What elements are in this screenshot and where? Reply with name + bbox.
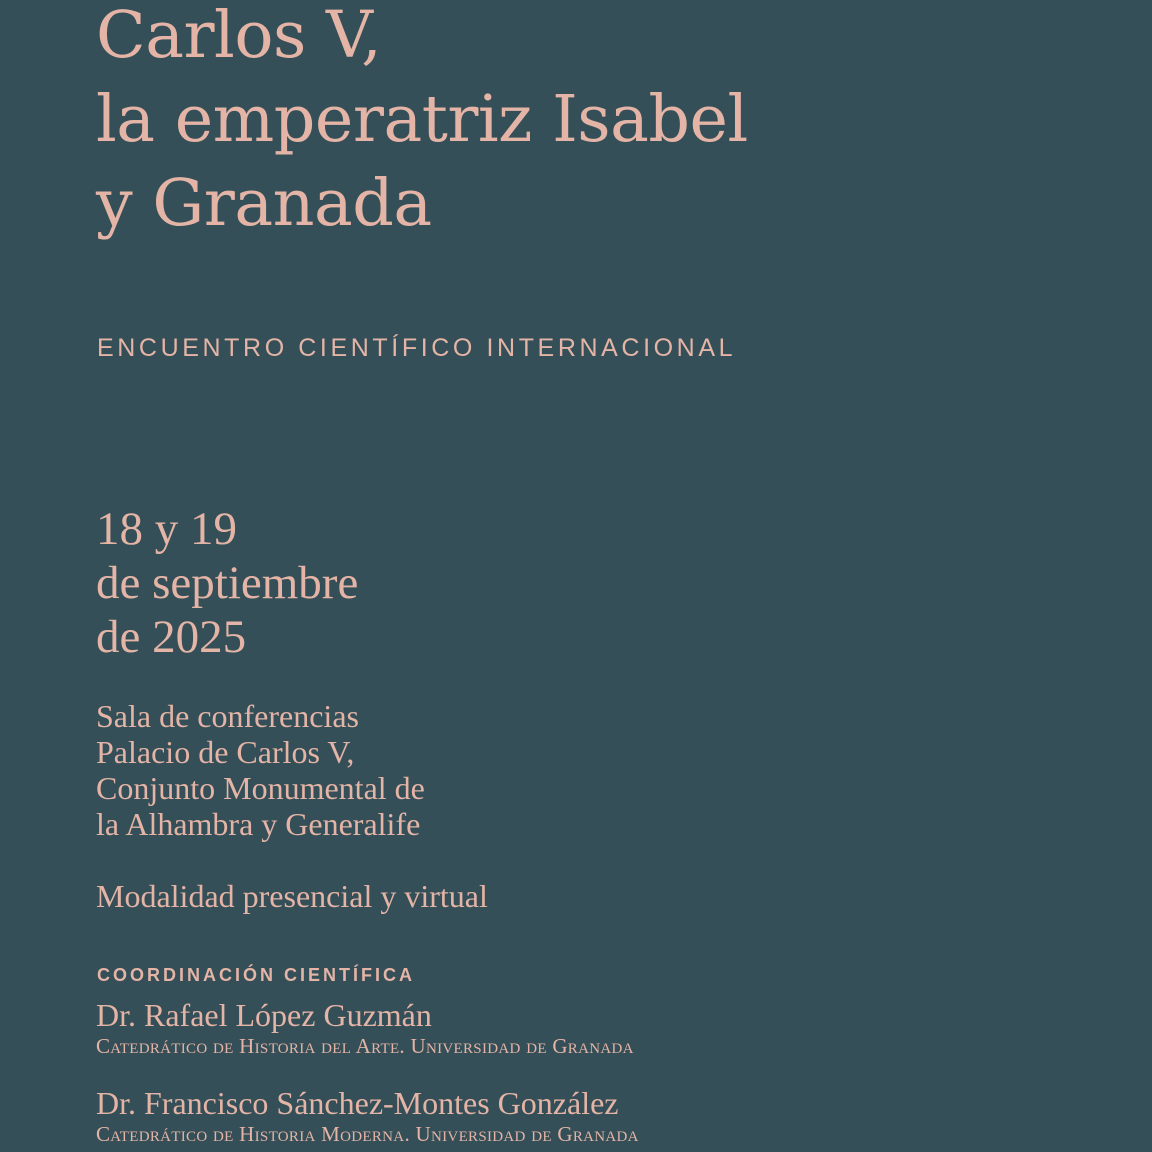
coordinator-entry	[96, 1084, 639, 1146]
coordinator-entry	[96, 996, 634, 1058]
event-dates	[96, 502, 358, 664]
date-line: de 2025	[96, 611, 247, 663]
venue-line: Palacio de Carlos V,	[96, 734, 355, 770]
title-line: la emperatriz Isabel	[96, 82, 748, 157]
coordinator-name: Dr. Rafael López Guzmán	[96, 997, 432, 1033]
coordination-heading: COORDINACIÓN CIENTÍFICA	[97, 965, 415, 985]
event-venue	[96, 698, 425, 842]
coordinator-role: Catedrático de Historia Moderna. Universidad de Granada	[96, 1122, 639, 1146]
event-type-subtitle: ENCUENTRO CIENTÍFICO INTERNACIONAL	[97, 334, 737, 362]
venue-line: Conjunto Monumental de	[96, 770, 425, 806]
coordinator-name: Dr. Francisco Sánchez-Montes González	[96, 1085, 619, 1121]
coordinator-role: Catedrático de Historia del Arte. Universidad de Granada	[96, 1034, 634, 1058]
venue-line: Sala de conferencias	[96, 698, 359, 734]
date-line: de septiembre	[96, 557, 359, 609]
title-line: Carlos V,	[96, 0, 382, 73]
date-line: 18 y 19	[96, 503, 237, 555]
title-line: y Granada	[96, 166, 432, 241]
poster-title	[96, 0, 748, 246]
venue-line: la Alhambra y Generalife	[96, 806, 421, 842]
event-modality: Modalidad presencial y virtual	[96, 878, 488, 914]
